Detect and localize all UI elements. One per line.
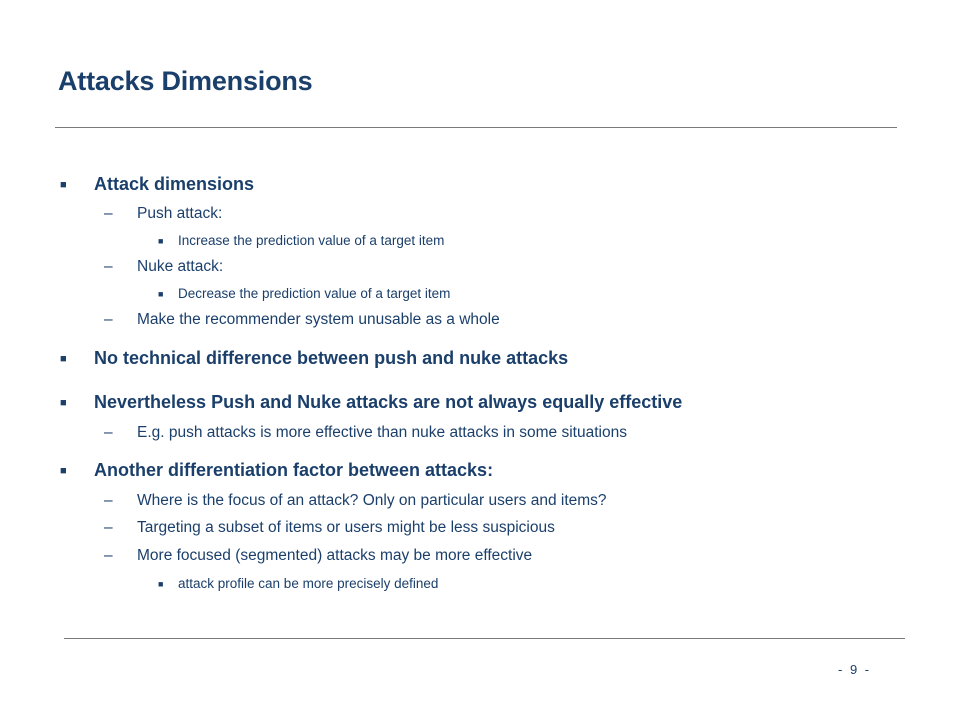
bullet-level2 bbox=[104, 311, 500, 329]
bullet-text: Increase the prediction value of a target item bbox=[178, 233, 445, 248]
dash-bullet-icon: – bbox=[104, 311, 113, 328]
square-bullet-icon: ■ bbox=[60, 464, 67, 477]
bullet-text: Push attack: bbox=[137, 205, 223, 222]
footer-divider bbox=[64, 638, 905, 639]
bullet-level2 bbox=[104, 424, 627, 442]
square-bullet-icon: ■ bbox=[60, 178, 67, 191]
dash-bullet-icon: – bbox=[104, 258, 113, 275]
dash-bullet-icon: – bbox=[104, 492, 113, 509]
square-bullet-icon: ■ bbox=[158, 288, 164, 299]
bullet-text: Nevertheless Push and Nuke attacks are not always equally effective bbox=[94, 392, 683, 412]
dash-bullet-icon: – bbox=[104, 205, 113, 222]
bullet-level2 bbox=[104, 258, 223, 276]
bullet-level3 bbox=[158, 576, 438, 591]
dash-bullet-icon: – bbox=[104, 547, 113, 564]
bullet-text: Attack dimensions bbox=[94, 174, 255, 194]
bullet-text: Another differentiation factor between attacks: bbox=[94, 460, 494, 480]
bullet-text: Nuke attack: bbox=[137, 258, 224, 275]
bullet-level1 bbox=[60, 460, 493, 481]
bullet-text: attack profile can be more precisely defined bbox=[178, 576, 439, 591]
bullet-text: Where is the focus of an attack? Only on particular users and items? bbox=[137, 492, 607, 509]
square-bullet-icon: ■ bbox=[60, 396, 67, 409]
square-bullet-icon: ■ bbox=[158, 578, 164, 589]
page-number: - 9 - bbox=[838, 662, 872, 677]
bullet-level3 bbox=[158, 233, 444, 248]
square-bullet-icon: ■ bbox=[158, 235, 164, 246]
bullet-text: More focused (segmented) attacks may be more effective bbox=[137, 547, 533, 564]
bullet-level2 bbox=[104, 205, 222, 223]
title-divider bbox=[55, 127, 897, 128]
bullet-level2 bbox=[104, 519, 555, 537]
bullet-text: Make the recommender system unusable as a whole bbox=[137, 311, 500, 328]
bullet-text: No technical difference between push and nuke attacks bbox=[94, 348, 569, 368]
bullet-level2 bbox=[104, 492, 607, 510]
bullet-level3 bbox=[158, 286, 450, 301]
bullet-level1 bbox=[60, 392, 682, 413]
bullet-level2 bbox=[104, 547, 532, 565]
bullet-level1 bbox=[60, 348, 568, 369]
dash-bullet-icon: – bbox=[104, 424, 113, 441]
bullet-text: Decrease the prediction value of a target item bbox=[178, 286, 451, 301]
bullet-level1 bbox=[60, 174, 254, 195]
bullet-text: E.g. push attacks is more effective than nuke attacks in some situations bbox=[137, 424, 627, 441]
bullet-text: Targeting a subset of items or users might be less suspicious bbox=[137, 519, 555, 536]
slide-title: Attacks Dimensions bbox=[58, 66, 313, 96]
dash-bullet-icon: – bbox=[104, 519, 113, 536]
square-bullet-icon: ■ bbox=[60, 352, 67, 365]
